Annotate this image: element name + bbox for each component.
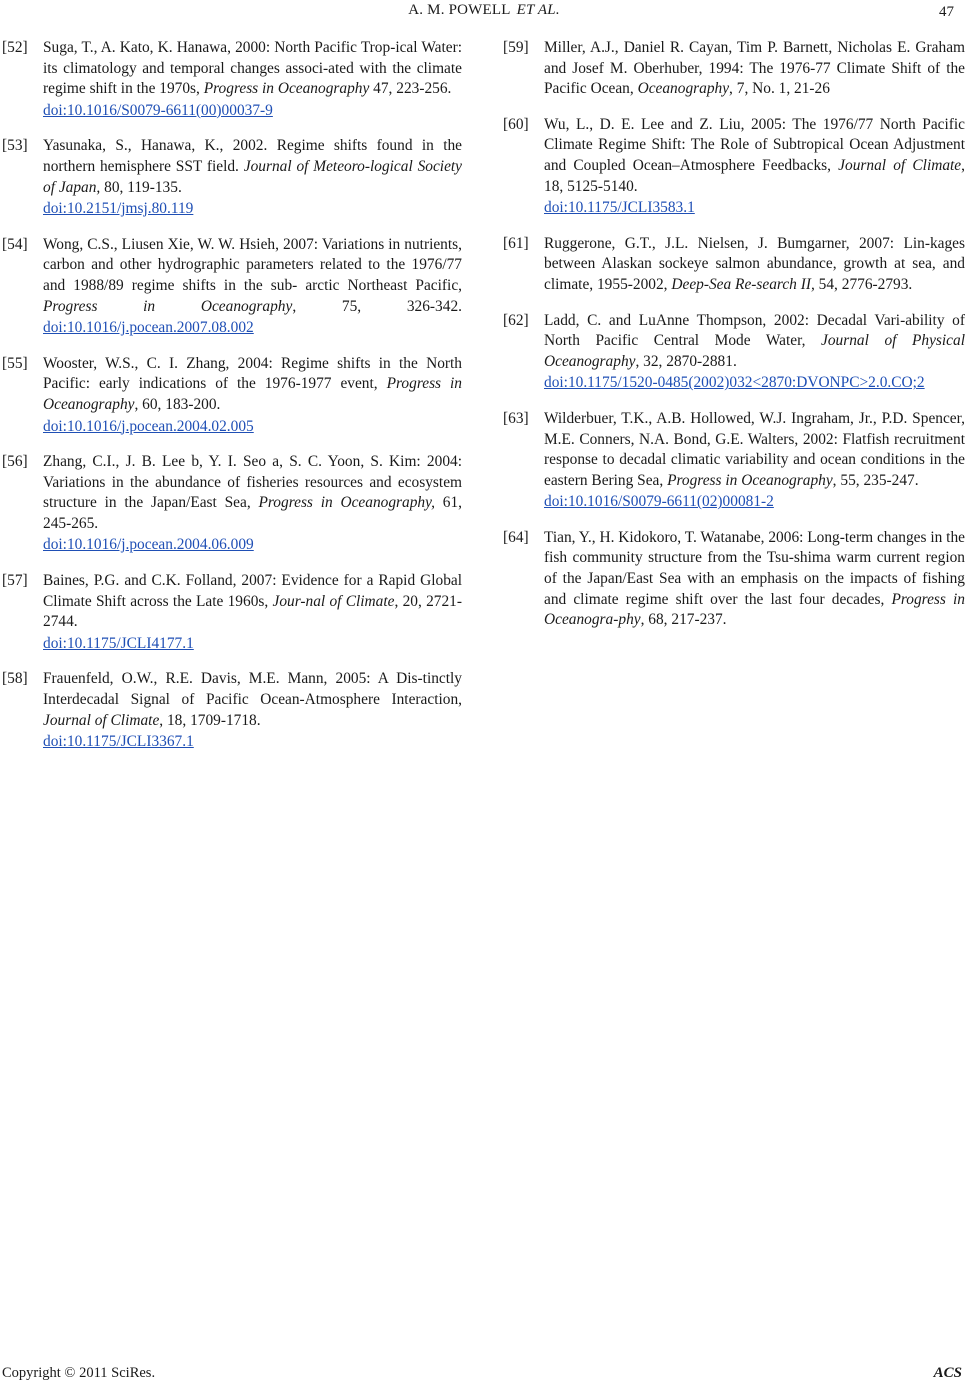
- doi-link[interactable]: doi:10.1016/j.pocean.2004.06.009: [43, 536, 254, 554]
- reference-citation-text: , 55, 235-247.: [832, 471, 919, 489]
- reference-text: [43, 38, 462, 121]
- reference-text: [544, 234, 965, 296]
- reference-journal-title: Journal of Climate: [838, 156, 962, 174]
- reference-journal-title: Progress in Oceanography: [667, 471, 833, 489]
- reference-text: [544, 528, 965, 631]
- reference-citation-text: Yasunaka, S., Hanawa, K., 2002. Regime shifts found in the northern hemisphere SST field.: [43, 137, 462, 175]
- reference-citation-text: , 68, 217-237.: [640, 611, 727, 629]
- reference-item: [503, 528, 965, 631]
- reference-item: [2, 571, 462, 654]
- doi-link[interactable]: doi:10.1016/S0079-6611(02)00081-2: [544, 493, 774, 511]
- left-column-references: [2, 38, 462, 768]
- footer-copyright: Copyright © 2011 SciRes.: [2, 1365, 156, 1381]
- reference-text: [43, 354, 462, 437]
- doi-link[interactable]: doi:10.1175/JCLI3367.1: [43, 733, 194, 751]
- doi-link[interactable]: doi:10.1016/S0079-6611(00)00037-9: [43, 101, 273, 119]
- reference-citation-text: Wooster, W.S., C. I. Zhang, 2004: Regime shifts in the North Pacific: early indications of the 1976-1977 event,: [43, 354, 462, 393]
- reference-item: [503, 311, 965, 394]
- reference-text: [43, 452, 462, 556]
- reference-journal-title: Progress in Oceanography: [43, 375, 462, 413]
- reference-citation-text: Tian, Y., H. Kidokoro, T. Watanabe, 2006: Long-term changes in the fish community structure from the Tsu-shima warm current region of the Japan/East Sea with an emphasis on the impacts of fishing and climate regime shift over the last four decades,: [544, 528, 965, 608]
- reference-citation-text: Frauenfeld, O.W., R.E. Davis, M.E. Mann, 2005: A Dis-tinctly Interdecadal Signal of Pacific Ocean-Atmosphere Interaction,: [43, 670, 462, 709]
- reference-citation-text: Miller, A.J., Daniel R. Cayan, Tim P. Barnett, Nicholas E. Graham and Josef M. Oberhuber, 1994: The 1976-77 Climate Shift of the Pacific Ocean,: [544, 39, 965, 98]
- reference-citation-text: Wilderbuer, T.K., A.B. Hollowed, W.J. Ingraham, Jr., P.D. Spencer, M.E. Conners, N.A. Bond, G.E. Walters, 2002: Flatfish recruitment response to decadal climatic variability and ocean conditions in the eastern Bering Sea,: [544, 409, 965, 489]
- reference-number: [58]: [2, 670, 28, 688]
- reference-text: [43, 669, 462, 752]
- reference-citation-text: , 18, 1709-1718.: [159, 711, 261, 729]
- reference-item: [2, 669, 462, 752]
- doi-link[interactable]: doi:10.1016/j.pocean.2007.08.002: [43, 319, 254, 337]
- reference-number: [53]: [2, 137, 28, 155]
- right-column-references: [503, 38, 965, 646]
- reference-number: [62]: [503, 311, 529, 329]
- reference-number: [64]: [503, 528, 529, 546]
- reference-item: [2, 235, 462, 339]
- reference-number: [55]: [2, 354, 28, 372]
- reference-text: [544, 409, 965, 513]
- reference-citation-text: 61, 245-265.: [43, 494, 462, 532]
- reference-citation-text: , 18, 5125-5140.: [544, 156, 965, 195]
- running-head: [0, 2, 968, 19]
- reference-number: [56]: [2, 453, 28, 471]
- reference-text: [43, 235, 462, 339]
- reference-citation-text: Ruggerone, G.T., J.L. Nielsen, J. Bumgarner, 2007: Lin-kages between Alaskan sockeye salmon abundance, growth at sea, and climate, 1955-2002,: [544, 234, 965, 293]
- page-number: 47: [939, 4, 954, 20]
- reference-number: [63]: [503, 409, 529, 427]
- reference-citation-text: 47, 223-256.: [369, 80, 452, 98]
- reference-number: [52]: [2, 39, 28, 56]
- reference-citation-text: Wu, L., D. E. Lee and Z. Liu, 2005: The 1976/77 North Pacific Climate Regime Shift: The Role of Subtropical Ocean Adjustment and Coupled Ocean–Atmosphere Feedbacks,: [544, 115, 965, 174]
- reference-citation-text: , 32, 2870-2881.: [635, 352, 737, 370]
- reference-citation-text: , 60, 183-200.: [134, 395, 221, 413]
- reference-item: [2, 452, 462, 556]
- reference-text: [544, 38, 965, 100]
- reference-citation-text: Zhang, C.I., J. B. Lee b, Y. I. Seo a, S. C. Yoon, S. Kim: 2004: Variations in the abundance of fisheries resources and ecosystem structure in the Japan/East Sea,: [43, 453, 462, 512]
- reference-item: [503, 234, 965, 296]
- reference-citation-text: Wong, C.S., Liusen Xie, W. W. Hsieh, 2007: Variations in nutrients, carbon and other hydrographic parameters related to the 1976/77 and 1988/89 regime shifts in the sub- arctic Northeast Pacific,: [43, 235, 462, 294]
- reference-journal-title: Deep-Sea Re-search II,: [671, 275, 815, 293]
- doi-link[interactable]: doi:10.1016/j.pocean.2004.02.005: [43, 417, 254, 435]
- reference-item: [2, 38, 462, 121]
- reference-journal-title: Journal of Physical Oceanography: [544, 332, 965, 370]
- doi-link[interactable]: doi:10.1175/JCLI3583.1: [544, 199, 695, 217]
- reference-journal-title: Progress in Oceanography,: [258, 494, 435, 512]
- reference-citation-text: , 20, 2721-2744.: [43, 592, 462, 631]
- reference-citation-text: , 75, 326-342.: [292, 297, 462, 315]
- reference-journal-title: Jour-nal of Climate: [272, 592, 395, 610]
- running-head-etal: ET AL.: [516, 2, 560, 18]
- reference-number: [61]: [503, 234, 529, 252]
- reference-citation-text: Suga, T., A. Kato, K. Hanawa, 2000: North Pacific Trop-ical Water: its climatology and temporal changes associ-ated with the climate regime shift in the 1970s,: [43, 39, 462, 98]
- reference-citation-text: 80, 119-135.: [100, 178, 182, 196]
- reference-item: [2, 136, 462, 219]
- reference-text: [544, 115, 965, 219]
- reference-journal-title: Journal of Climate: [43, 711, 160, 729]
- reference-text: [43, 571, 462, 654]
- reference-journal-title: Journal of Meteoro-logical Society of Japan,: [43, 157, 463, 196]
- doi-link[interactable]: doi:10.2151/jmsj.80.119: [43, 200, 194, 218]
- footer-journal: ACS: [933, 1365, 962, 1381]
- reference-journal-title: Progress in Oceanography: [43, 297, 293, 315]
- reference-item: [503, 409, 965, 513]
- reference-number: [59]: [503, 39, 529, 56]
- doi-link[interactable]: doi:10.1175/JCLI4177.1: [43, 634, 194, 652]
- reference-journal-title: Progress in Oceanography: [203, 80, 370, 98]
- reference-item: [503, 115, 965, 219]
- reference-journal-title: Progress in Oceanogra-phy: [544, 590, 966, 629]
- reference-text: [43, 136, 462, 219]
- reference-citation-text: Ladd, C. and LuAnne Thompson, 2002: Decadal Vari-ability of North Pacific Central Mode Water,: [544, 311, 965, 350]
- reference-number: [60]: [503, 115, 529, 133]
- reference-number: [57]: [2, 572, 28, 590]
- reference-number: [54]: [2, 235, 28, 253]
- reference-text: [544, 311, 965, 394]
- reference-citation-text: , 7, No. 1, 21-26: [729, 80, 830, 98]
- reference-item: [2, 354, 462, 437]
- reference-citation-text: Baines, P.G. and C.K. Folland, 2007: Evidence for a Rapid Global Climate Shift across the Late 1960s,: [43, 572, 462, 610]
- reference-item: [503, 38, 965, 100]
- running-head-author: A. M. POWELL: [408, 2, 511, 18]
- reference-citation-text: 54, 2776-2793.: [814, 275, 913, 293]
- reference-journal-title: Oceanography: [637, 80, 730, 98]
- doi-link[interactable]: doi:10.1175/1520-0485(2002)032<2870:DVONPC>2.0.CO;2: [544, 374, 925, 392]
